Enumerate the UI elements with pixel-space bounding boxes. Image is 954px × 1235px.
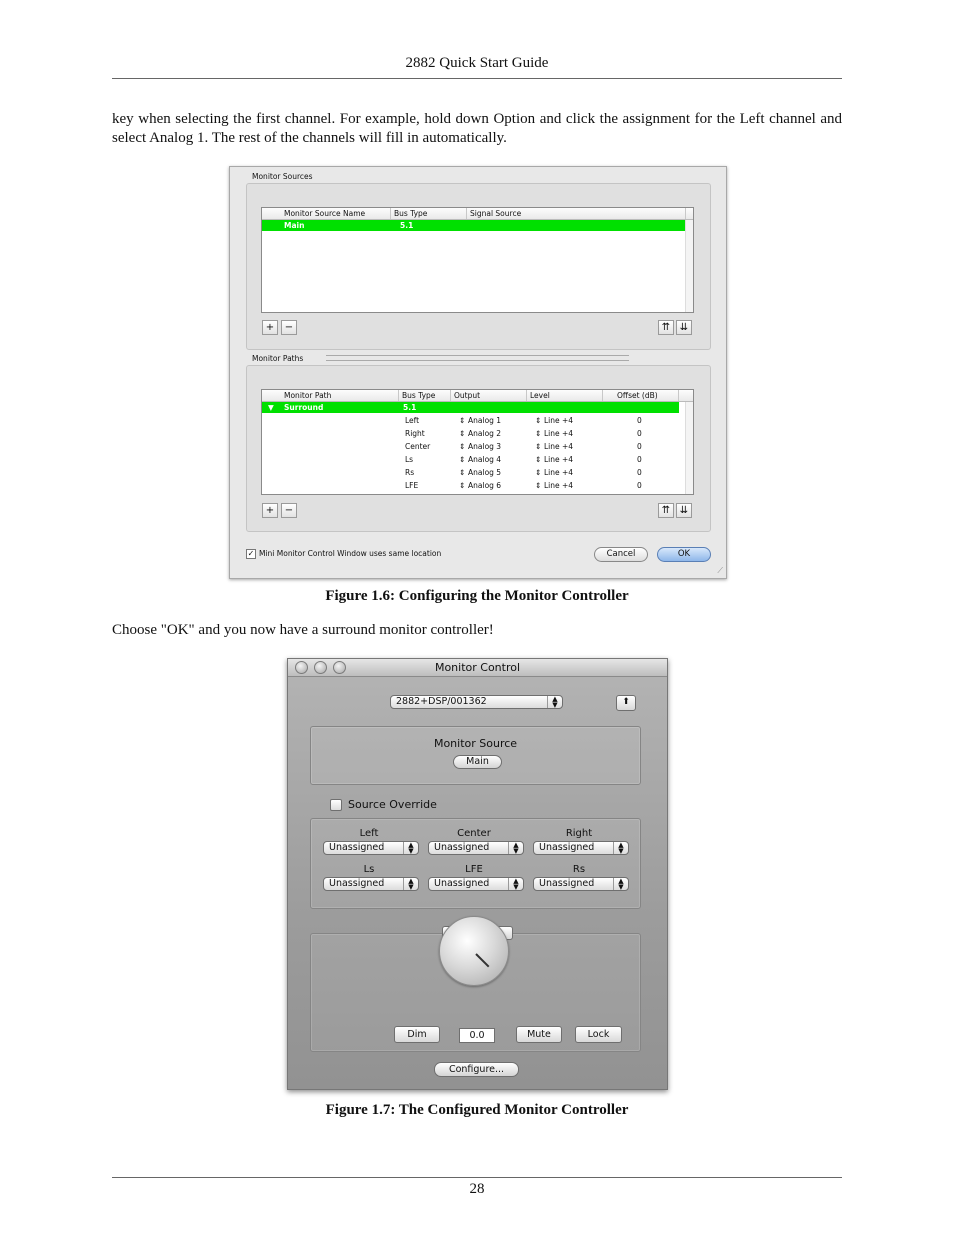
offset-cell[interactable]: 0	[637, 455, 642, 464]
offset-cell[interactable]: 0	[637, 468, 642, 477]
table-row[interactable]	[262, 468, 679, 481]
channel-assignment-panel	[310, 818, 641, 909]
monitor-sources-title: Monitor Sources	[252, 172, 313, 181]
upload-arrow-icon: ⬆	[622, 697, 630, 707]
popup-arrows-icon: ▲ ▼	[508, 842, 523, 854]
table-row[interactable]	[262, 455, 679, 468]
page-header: 2882 Quick Start Guide	[405, 55, 549, 71]
monitor-config-dialog	[229, 166, 727, 579]
table-row[interactable]	[262, 429, 679, 442]
rs-channel-select[interactable]	[533, 877, 629, 891]
output-cell[interactable]: Analog 3	[468, 442, 502, 451]
move-source-up-button[interactable]: ⇈	[658, 320, 674, 335]
offset-cell[interactable]: 0	[637, 442, 642, 451]
level-readout[interactable]: 0.0	[459, 1028, 495, 1043]
lock-button[interactable]: Lock	[575, 1026, 622, 1043]
popup-arrows-icon: ▲ ▼	[403, 842, 418, 854]
disclosure-triangle-icon[interactable]: ▼	[268, 403, 274, 412]
output-cell[interactable]: Analog 4	[468, 455, 502, 464]
table-row[interactable]	[262, 481, 679, 494]
channel-label-right: Right	[565, 828, 593, 839]
level-stepper-icon[interactable]: ⇕	[535, 455, 542, 464]
output-stepper-icon[interactable]: ⇕	[459, 416, 466, 425]
source-bus-cell: 5.1	[400, 221, 414, 230]
channel-cell: Left	[405, 416, 420, 425]
channel-cell: Ls	[405, 455, 414, 464]
figure-caption-1: Figure 1.6: Configuring the Monitor Controller	[325, 588, 629, 604]
level-cell[interactable]: Line +4	[544, 429, 574, 438]
resize-grip-icon[interactable]: ⟋	[717, 566, 723, 575]
configure-button[interactable]: Configure...	[434, 1062, 519, 1077]
dim-button[interactable]: Dim	[394, 1026, 440, 1043]
output-stepper-icon[interactable]: ⇕	[459, 429, 466, 438]
paragraph-ok: Choose "OK" and you now have a surround monitor controller!	[112, 622, 494, 638]
left-channel-select[interactable]	[323, 841, 419, 855]
channel-cell: Rs	[405, 468, 415, 477]
paths-scrollbar[interactable]	[685, 402, 693, 494]
figure-caption-2: Figure 1.7: The Configured Monitor Controller	[325, 1102, 629, 1118]
offset-cell[interactable]: 0	[637, 481, 642, 490]
level-stepper-icon[interactable]: ⇕	[535, 416, 542, 425]
channel-cell: LFE	[405, 481, 419, 490]
lfe-channel-select[interactable]	[428, 877, 524, 891]
output-stepper-icon[interactable]: ⇕	[459, 481, 466, 490]
monitor-sources-table	[261, 207, 694, 313]
volume-knob[interactable]	[439, 916, 509, 986]
level-stepper-icon[interactable]: ⇕	[535, 481, 542, 490]
upload-button[interactable]	[616, 695, 636, 711]
popup-arrows-icon: ▲ ▼	[508, 878, 523, 890]
channel-cell: Right	[405, 429, 425, 438]
popup-arrows-icon: ▲ ▼	[547, 696, 562, 708]
output-cell[interactable]: Analog 1	[468, 416, 502, 425]
output-cell[interactable]: Analog 6	[468, 481, 502, 490]
ok-button[interactable]: OK	[657, 547, 711, 562]
col-header-path-bus-type[interactable]: Bus Type	[399, 390, 451, 401]
header-rule	[112, 78, 842, 79]
output-stepper-icon[interactable]: ⇕	[459, 455, 466, 464]
splitter-handle[interactable]	[326, 355, 629, 361]
col-header-source-name[interactable]: Monitor Source Name	[262, 208, 391, 219]
level-cell[interactable]: Line +4	[544, 455, 574, 464]
level-stepper-icon[interactable]: ⇕	[535, 429, 542, 438]
window-titlebar[interactable]	[288, 659, 667, 677]
col-header-level[interactable]: Level	[527, 390, 603, 401]
channel-label-rs: Rs	[572, 864, 586, 875]
path-name-cell: Surround	[284, 403, 324, 412]
monitor-control-window	[287, 658, 668, 1090]
output-cell[interactable]: Analog 5	[468, 468, 502, 477]
level-cell[interactable]: Line +4	[544, 481, 574, 490]
channel-cell: Center	[405, 442, 431, 451]
monitor-source-title: Monitor Source	[433, 737, 518, 750]
ls-channel-select[interactable]	[323, 877, 419, 891]
footer-rule	[112, 1177, 842, 1178]
sources-scrollbar[interactable]	[685, 220, 693, 312]
same-location-checkbox[interactable]: ✓	[247, 549, 255, 558]
center-channel-select[interactable]	[428, 841, 524, 855]
table-row[interactable]	[262, 402, 679, 413]
monitor-source-button[interactable]: Main	[453, 755, 502, 769]
col-header-bus-type[interactable]: Bus Type	[391, 208, 467, 219]
level-cell[interactable]: Line +4	[544, 416, 574, 425]
table-row[interactable]	[262, 416, 679, 429]
channel-label-center: Center	[457, 828, 491, 839]
device-select[interactable]	[390, 695, 563, 709]
center-channel-value: Unassigned	[434, 842, 490, 853]
output-stepper-icon[interactable]: ⇕	[459, 442, 466, 451]
popup-arrows-icon: ▲ ▼	[613, 878, 628, 890]
popup-arrows-icon: ▲ ▼	[613, 842, 628, 854]
device-value: 2882+DSP/001362	[396, 696, 487, 707]
col-header-monitor-path[interactable]: Monitor Path	[262, 390, 399, 401]
table-row[interactable]	[262, 442, 679, 455]
mute-button[interactable]: Mute	[516, 1026, 562, 1043]
cancel-button[interactable]: Cancel	[594, 547, 648, 562]
table-row[interactable]	[262, 220, 685, 231]
same-location-label: Mini Monitor Control Window uses same location	[259, 549, 442, 558]
path-bus-cell: 5.1	[403, 403, 417, 412]
rs-channel-value: Unassigned	[539, 878, 595, 889]
lfe-channel-value: Unassigned	[434, 878, 490, 889]
level-stepper-icon[interactable]: ⇕	[535, 468, 542, 477]
add-source-button[interactable]: +	[262, 320, 278, 335]
source-override-checkbox[interactable]	[330, 799, 342, 811]
popup-arrows-icon: ▲ ▼	[403, 878, 418, 890]
channel-label-ls: Ls	[363, 864, 375, 875]
page-number: 28	[469, 1181, 485, 1197]
level-stepper-icon[interactable]: ⇕	[535, 442, 542, 451]
move-path-down-button[interactable]: ⇊	[676, 503, 692, 518]
col-header-signal-source[interactable]: Signal Source	[467, 208, 686, 219]
offset-cell[interactable]: 0	[637, 416, 642, 425]
paragraph-intro: key when selecting the first channel. For example, hold down Option and click the assignment for the Left channel and select Analog 1. The rest of the channels will fill in automatically.	[112, 111, 842, 146]
move-source-down-button[interactable]: ⇊	[676, 320, 692, 335]
col-header-offset[interactable]: Offset (dB)	[603, 390, 679, 401]
offset-cell[interactable]: 0	[637, 429, 642, 438]
right-channel-value: Unassigned	[539, 842, 595, 853]
output-cell[interactable]: Analog 2	[468, 429, 502, 438]
window-title: Monitor Control	[434, 661, 521, 674]
knob-indicator	[475, 953, 489, 967]
output-stepper-icon[interactable]: ⇕	[459, 468, 466, 477]
right-channel-select[interactable]	[533, 841, 629, 855]
monitor-paths-table	[261, 389, 694, 495]
remove-path-button[interactable]: −	[281, 503, 297, 518]
col-header-output[interactable]: Output	[451, 390, 527, 401]
channel-label-lfe: LFE	[465, 864, 483, 875]
add-path-button[interactable]: +	[262, 503, 278, 518]
source-name-cell: Main	[284, 221, 305, 230]
level-cell[interactable]: Line +4	[544, 442, 574, 451]
move-path-up-button[interactable]: ⇈	[658, 503, 674, 518]
left-channel-value: Unassigned	[329, 842, 385, 853]
ls-channel-value: Unassigned	[329, 878, 385, 889]
level-cell[interactable]: Line +4	[544, 468, 574, 477]
monitor-source-panel	[310, 726, 641, 785]
source-override-label: Source Override	[348, 798, 437, 811]
channel-label-left: Left	[359, 828, 379, 839]
monitor-paths-title: Monitor Paths	[252, 354, 304, 363]
remove-source-button[interactable]: −	[281, 320, 297, 335]
